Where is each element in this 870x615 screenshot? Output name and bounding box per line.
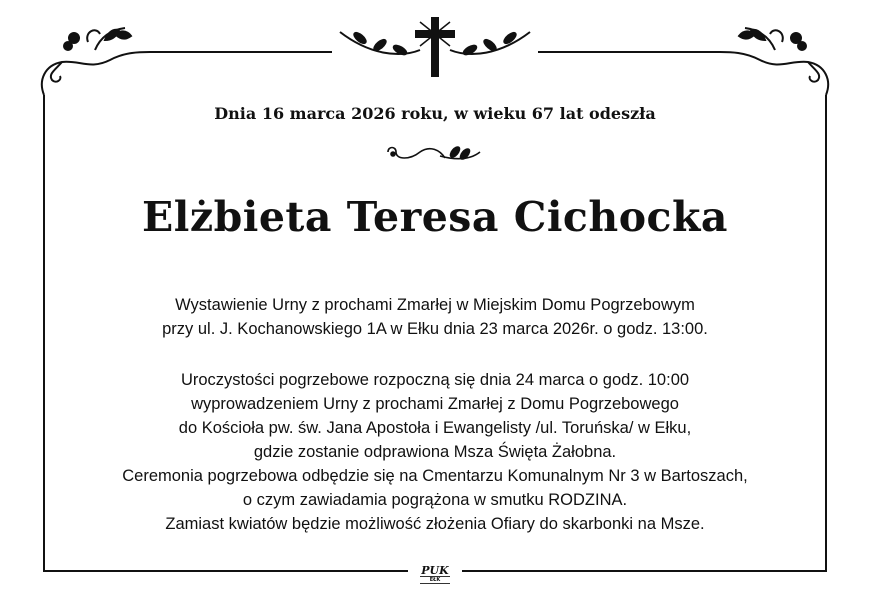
text-line: wyprowadzeniem Urny z prochami Zmarłej z Domu Pogrzebowego bbox=[191, 395, 679, 413]
funeral-details-paragraph bbox=[0, 368, 870, 536]
urn-viewing-paragraph bbox=[0, 293, 870, 341]
corner-flourish-left-icon bbox=[42, 28, 150, 95]
small-flourish-icon bbox=[388, 145, 480, 160]
text-line: do Kościoła pw. św. Jana Apostoła i Ewangelisty /ul. Toruńska/ w Ełku, bbox=[178, 419, 692, 437]
text-line: przy ul. J. Kochanowskiego 1A w Ełku dnia 23 marca 2026r. o godz. 13:00. bbox=[162, 320, 708, 338]
deceased-name: Elżbieta Teresa Cichocka bbox=[142, 193, 728, 241]
logo-subtext: EŁK bbox=[420, 576, 450, 584]
death-announcement-heading: Dnia 16 marca 2026 roku, w wieku 67 lat odeszła bbox=[214, 104, 656, 123]
text-line: Uroczystości pogrzebowe rozpoczną się dnia 24 marca o godz. 10:00 bbox=[180, 371, 690, 389]
cross-icon bbox=[415, 17, 455, 77]
text-line: Zamiast kwiatów będzie możliwość złożenia Ofiary do skarbonki na Msze. bbox=[165, 515, 705, 533]
logo-text: PUK bbox=[421, 564, 449, 577]
text-line: Ceremonia pogrzebowa odbędzie się na Cmentarzu Komunalnym Nr 3 w Bartoszach, bbox=[122, 467, 748, 485]
text-line: Wystawienie Urny z prochami Zmarłej w Miejskim Domu Pogrzebowym bbox=[175, 296, 695, 314]
text-line: o czym zawiadamia pogrążona w smutku RODZINA. bbox=[242, 491, 628, 509]
puk-logo bbox=[412, 565, 458, 584]
corner-flourish-right-icon bbox=[720, 28, 828, 95]
text-line: gdzie zostanie odprawiona Msza Święta Żałobna. bbox=[253, 443, 617, 461]
